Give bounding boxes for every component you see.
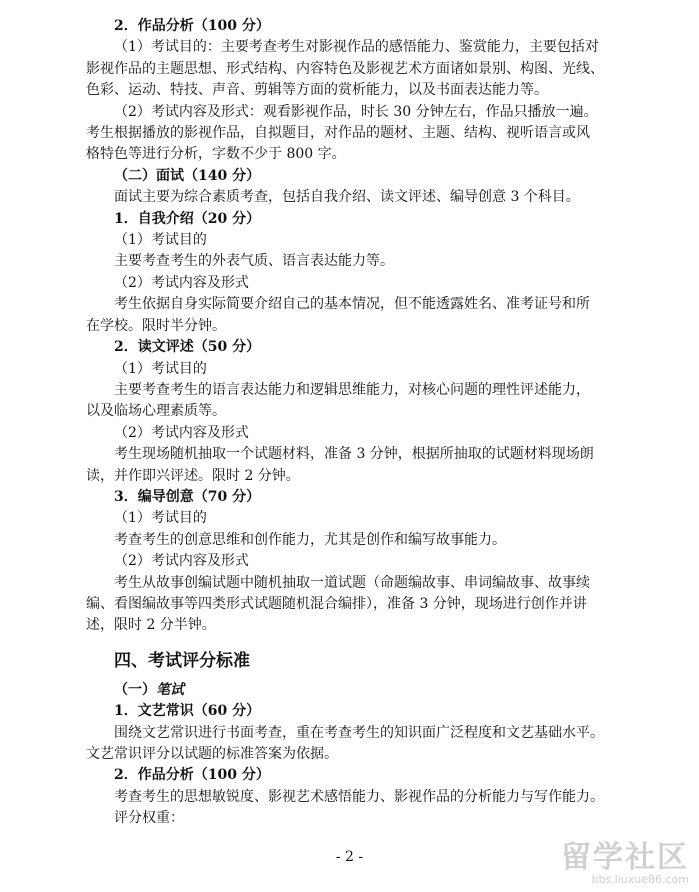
text-line: （2）考试内容及形式 — [114, 553, 249, 570]
text-line: 以及临场心理素质等。 — [86, 403, 226, 420]
text-line: 考查考生的创意思维和创作能力，尤其是创作和编写故事能力。 — [114, 531, 506, 548]
text-line: 考生根据播放的影视作品，自拟题目，对作品的题材、主题、结构、视听语言或风 — [86, 125, 590, 142]
text-line: 格特色等进行分析，字数不少于 800 字。 — [86, 146, 346, 163]
text-line: 3．编导创意（70 分） — [114, 488, 261, 505]
text-line: 在学校。限时半分钟。 — [86, 317, 226, 334]
text-line: （1）考试目的 — [114, 232, 207, 249]
subheading-text: 笔试 — [156, 681, 184, 698]
text-line: （二）面试（140 分） — [114, 167, 261, 184]
section-3-exam-content — [86, 16, 610, 637]
watermark-title: 留学社区 — [561, 840, 689, 875]
text-line: 围绕文艺常识进行书面考查，重在考查考生的知识面广泛程度和文艺基础水平。 — [114, 724, 604, 741]
watermark — [561, 842, 689, 886]
text-line: 1．文艺常识（60 分） — [114, 703, 261, 720]
section-4-scoring — [86, 701, 610, 829]
text-line: 影视作品的主题思想、形式结构、内容特色及影视艺术方面诸如景别、构图、光线、 — [86, 60, 604, 77]
text-line: 文艺常识评分以试题的标准答案为依据。 — [86, 746, 338, 762]
text-line: （2）考试内容及形式 — [114, 424, 249, 441]
text-line: 色彩、运动、特技、声音、剪辑等方面的赏析能力，以及书面表达能力等。 — [86, 82, 548, 99]
text-line: （1）考试目的 — [114, 360, 207, 377]
text-line: 主要考查考生的外表气质、语言表达能力等。 — [114, 253, 394, 270]
document-page — [86, 16, 610, 830]
text-line: 考生现场随机抽取一个试题材料，准备 3 分钟，根据所抽取的试题材料现场朗 — [114, 446, 594, 463]
text-line: 2．作品分析（100 分） — [114, 18, 270, 34]
text-line: 考生依据自身实际简要介绍自己的基本情况，但不能透露姓名、准考证号和所 — [114, 296, 590, 313]
text-line: 考生从故事创编试题中随机抽取一道试题（命题编故事、串词编故事、故事续 — [114, 574, 590, 591]
watermark-url: bbs.liuxue86.com — [591, 873, 689, 886]
text-line: 2．作品分析（100 分） — [114, 767, 270, 784]
text-line: 2．读文评述（50 分） — [114, 339, 261, 356]
text-line: 编、看图编故事等四类形式试题随机混合编排），准备 3 分钟，现场进行创作并讲 — [86, 595, 587, 612]
text-line: 评分权重： — [114, 810, 184, 827]
text-line: 考查考生的思想敏锐度、影视艺术感悟能力、影视作品的分析能力与写作能力。 — [114, 788, 604, 805]
text-line: （2）考试内容及形式：观看影视作品，时长 30 分钟左右，作品只播放一遍。 — [114, 103, 598, 120]
written-exam-subheading — [86, 680, 610, 701]
text-line: 读，并作即兴评述。限时 2 分钟。 — [86, 467, 300, 484]
text-line: （1）考试目的：主要考查考生对影视作品的感悟能力、鉴赏能力，主要包括对 — [114, 39, 599, 56]
page-number: - 2 - — [335, 849, 364, 865]
text-line: 述，限时 2 分半钟。 — [86, 617, 216, 634]
text-line: 面试主要为综合素质考查，包括自我介绍、读文评述、编导创意 3 个科目。 — [114, 189, 580, 206]
text-line: 1．自我介绍（20 分） — [114, 210, 261, 227]
subheading-prefix: （一） — [114, 681, 156, 698]
text-line: （1）考试目的 — [114, 510, 207, 527]
section-4-heading: 四、考试评分标准 — [114, 650, 250, 671]
text-line: （2）考试内容及形式 — [114, 274, 249, 291]
text-line: 主要考查考生的语言表达能力和逻辑思维能力，对核心问题的理性评述能力， — [114, 381, 590, 398]
